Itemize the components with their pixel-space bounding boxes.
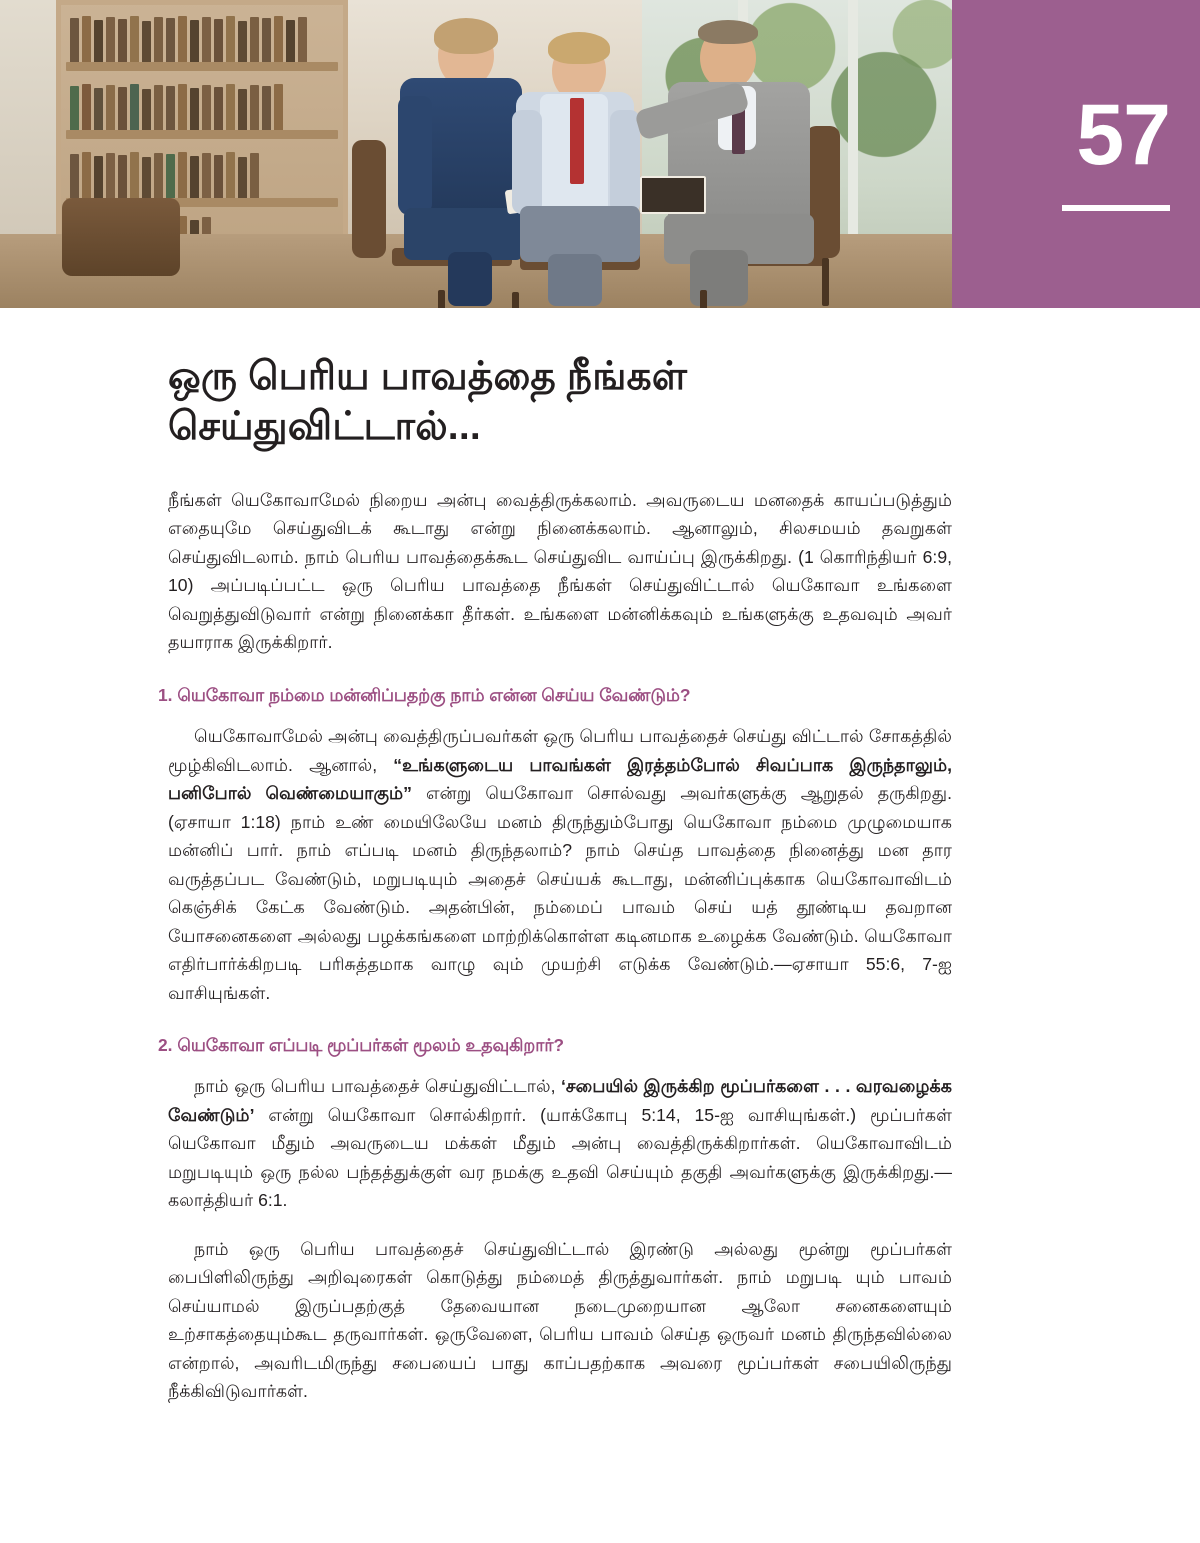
three-men-discussing-bible-photo bbox=[0, 0, 952, 308]
text-run: நாம் ஒரு பெரிய பாவத்தைச் செய்துவிட்டால், bbox=[194, 1076, 562, 1097]
intro-paragraph: நீங்கள் யெகோவாமேல் நிறைய அன்பு வைத்திருக்கலாம். அவருடைய மனதைக் காயப்படுத்தும் எதையுமே செய்துவிடக் கூடாது என்று நினைக்கலாம். ஆனாலும், சிலசமயம் தவறுகள் செய்துவிடலாம். நாம் பெரிய பாவத்தைக்கூட செய்துவிட வாய்ப்பு இருக்கிறது. (1 கொரிந்தியர் 6:9, 10) அப்படிப்பட்ட ஒரு பெரிய பாவத்தை நீங்கள் செய்துவிட்டால் யெகோவா உங்களை வெறுத்துவிடுவார் என்று நினைக்கா தீர்கள். உங்களை மன்னிக்கவும் உங்களுக்கு உதவவும் அவர் தயாராக இருக்கிறார். bbox=[168, 489, 952, 653]
question-heading-2: 2. யெகோவா எப்படி மூப்பர்கள் மூலம் உதவுகிறார்? bbox=[158, 1035, 565, 1056]
page-number-underline bbox=[1062, 205, 1170, 211]
section-1-paragraph-1 bbox=[168, 722, 952, 1007]
page-number: 57 bbox=[1076, 87, 1170, 183]
page-number-panel bbox=[952, 0, 1200, 308]
scripture-quote: ‘சபையில் இருக்கிற மூப்பர்களை . . . வரவழைக்க வேண்டும்’ bbox=[168, 1076, 953, 1125]
section-2-paragraph-2: நாம் ஒரு பெரிய பாவத்தைச் செய்துவிட்டால் இரண்டு அல்லது மூன்று மூப்பர்கள் பைபிளிலிருந்து அறிவுரைகள் கொடுத்து நம்மைத் திருத்துவார்கள். நாம் மறுபடி யும் பாவம் செய்யாமல் இருப்பதற்குத் தேவையான நடைமுறையான ஆலோ சனைகளையும் உற்சாகத்தையும்கூட தருவார்கள். ஒருவேளை, பெரிய பாவம் செய்த ஒருவர் மனம் திருந்தவில்லை என்றால், அவரிடமிருந்து சபையைப் பாது காப்பதற்காக அவரை மூப்பர்கள் சபையிலிருந்து நீக்கிவிடுவார்கள். bbox=[168, 1238, 952, 1402]
page-header-band bbox=[0, 0, 1200, 308]
question-heading-1: 1. யெகோவா நம்மை மன்னிப்பதற்கு நாம் என்ன செய்ய வேண்டும்? bbox=[158, 684, 691, 705]
photo-armchair bbox=[62, 198, 180, 276]
text-run: என்று யெகோவா சொல்கிறார். (யாக்கோபு 5:14, 15-ஐ வாசியுங்கள்.) மூப்பர்கள் யெகோவா மீதும் அவருடைய மக்கள் மீதும் அன்பு வைத்திருக்கிறார்கள். யெகோவாவிடம் மறுபடியும் ஒரு நல்ல பந்தத்துக்குள் வர நமக்கு உதவி செய்யும் தகுதி அவர்களுக்கு இருக்கிறது.—கலாத்தியர் 6:1. bbox=[168, 1104, 952, 1211]
text-run: என்று யெகோவா சொல்வது அவர்களுக்கு ஆறுதல் தருகிறது. (ஏசாயா 1:18) நாம் உண் மையிலேயே மனம் திருந்தும்போது யெகோவா நம்மை முழுமையாக மன்னிப் பார். நாம் எப்படி மனம் திருந்தலாம்? நாம் செய்த பாவத்தை நினைத்து மன தார வருத்தப்பட வேண்டும், மறுபடியும் அதைச் செய்யக் கூடாது, மன்னிப்புக்காக யெகோவாவிடம் கெஞ்சிக் கேட்க வேண்டும். அதன்பின், நம்மைப் பாவம் செய் யத் தூண்டிய தவறான யோசனைகளை அல்லது பழக்கங்களை மாற்றிக்கொள்ள கடினமாக உழைக்க வேண்டும். யெகோவா எதிர்பார்க்கிறபடி பரிசுத்தமாக வாழு வும் முயற்சி எடுக்க வேண்டும்.—ஏசாயா 55:6, 7-ஐ வாசியுங்கள். bbox=[168, 783, 952, 1003]
article-content bbox=[158, 352, 953, 1426]
photo-bible bbox=[640, 176, 706, 214]
scripture-quote: “உங்களுடைய பாவங்கள் இரத்தம்போல் சிவப்பாக இருந்தாலும், பனிபோல் வெண்மையாகும்” bbox=[168, 754, 952, 804]
text-run: யெகோவாமேல் அன்பு வைத்திருப்பவர்கள் ஒரு பெரிய பாவத்தைச் செய்து விட்டால் சோகத்தில் மூழ்கிவிடலாம். ஆனால், bbox=[168, 726, 952, 775]
page-title: ஒரு பெரிய பாவத்தை நீங்கள் செய்துவிட்டால்... bbox=[168, 355, 688, 448]
section-2-paragraph-1 bbox=[168, 1072, 952, 1215]
